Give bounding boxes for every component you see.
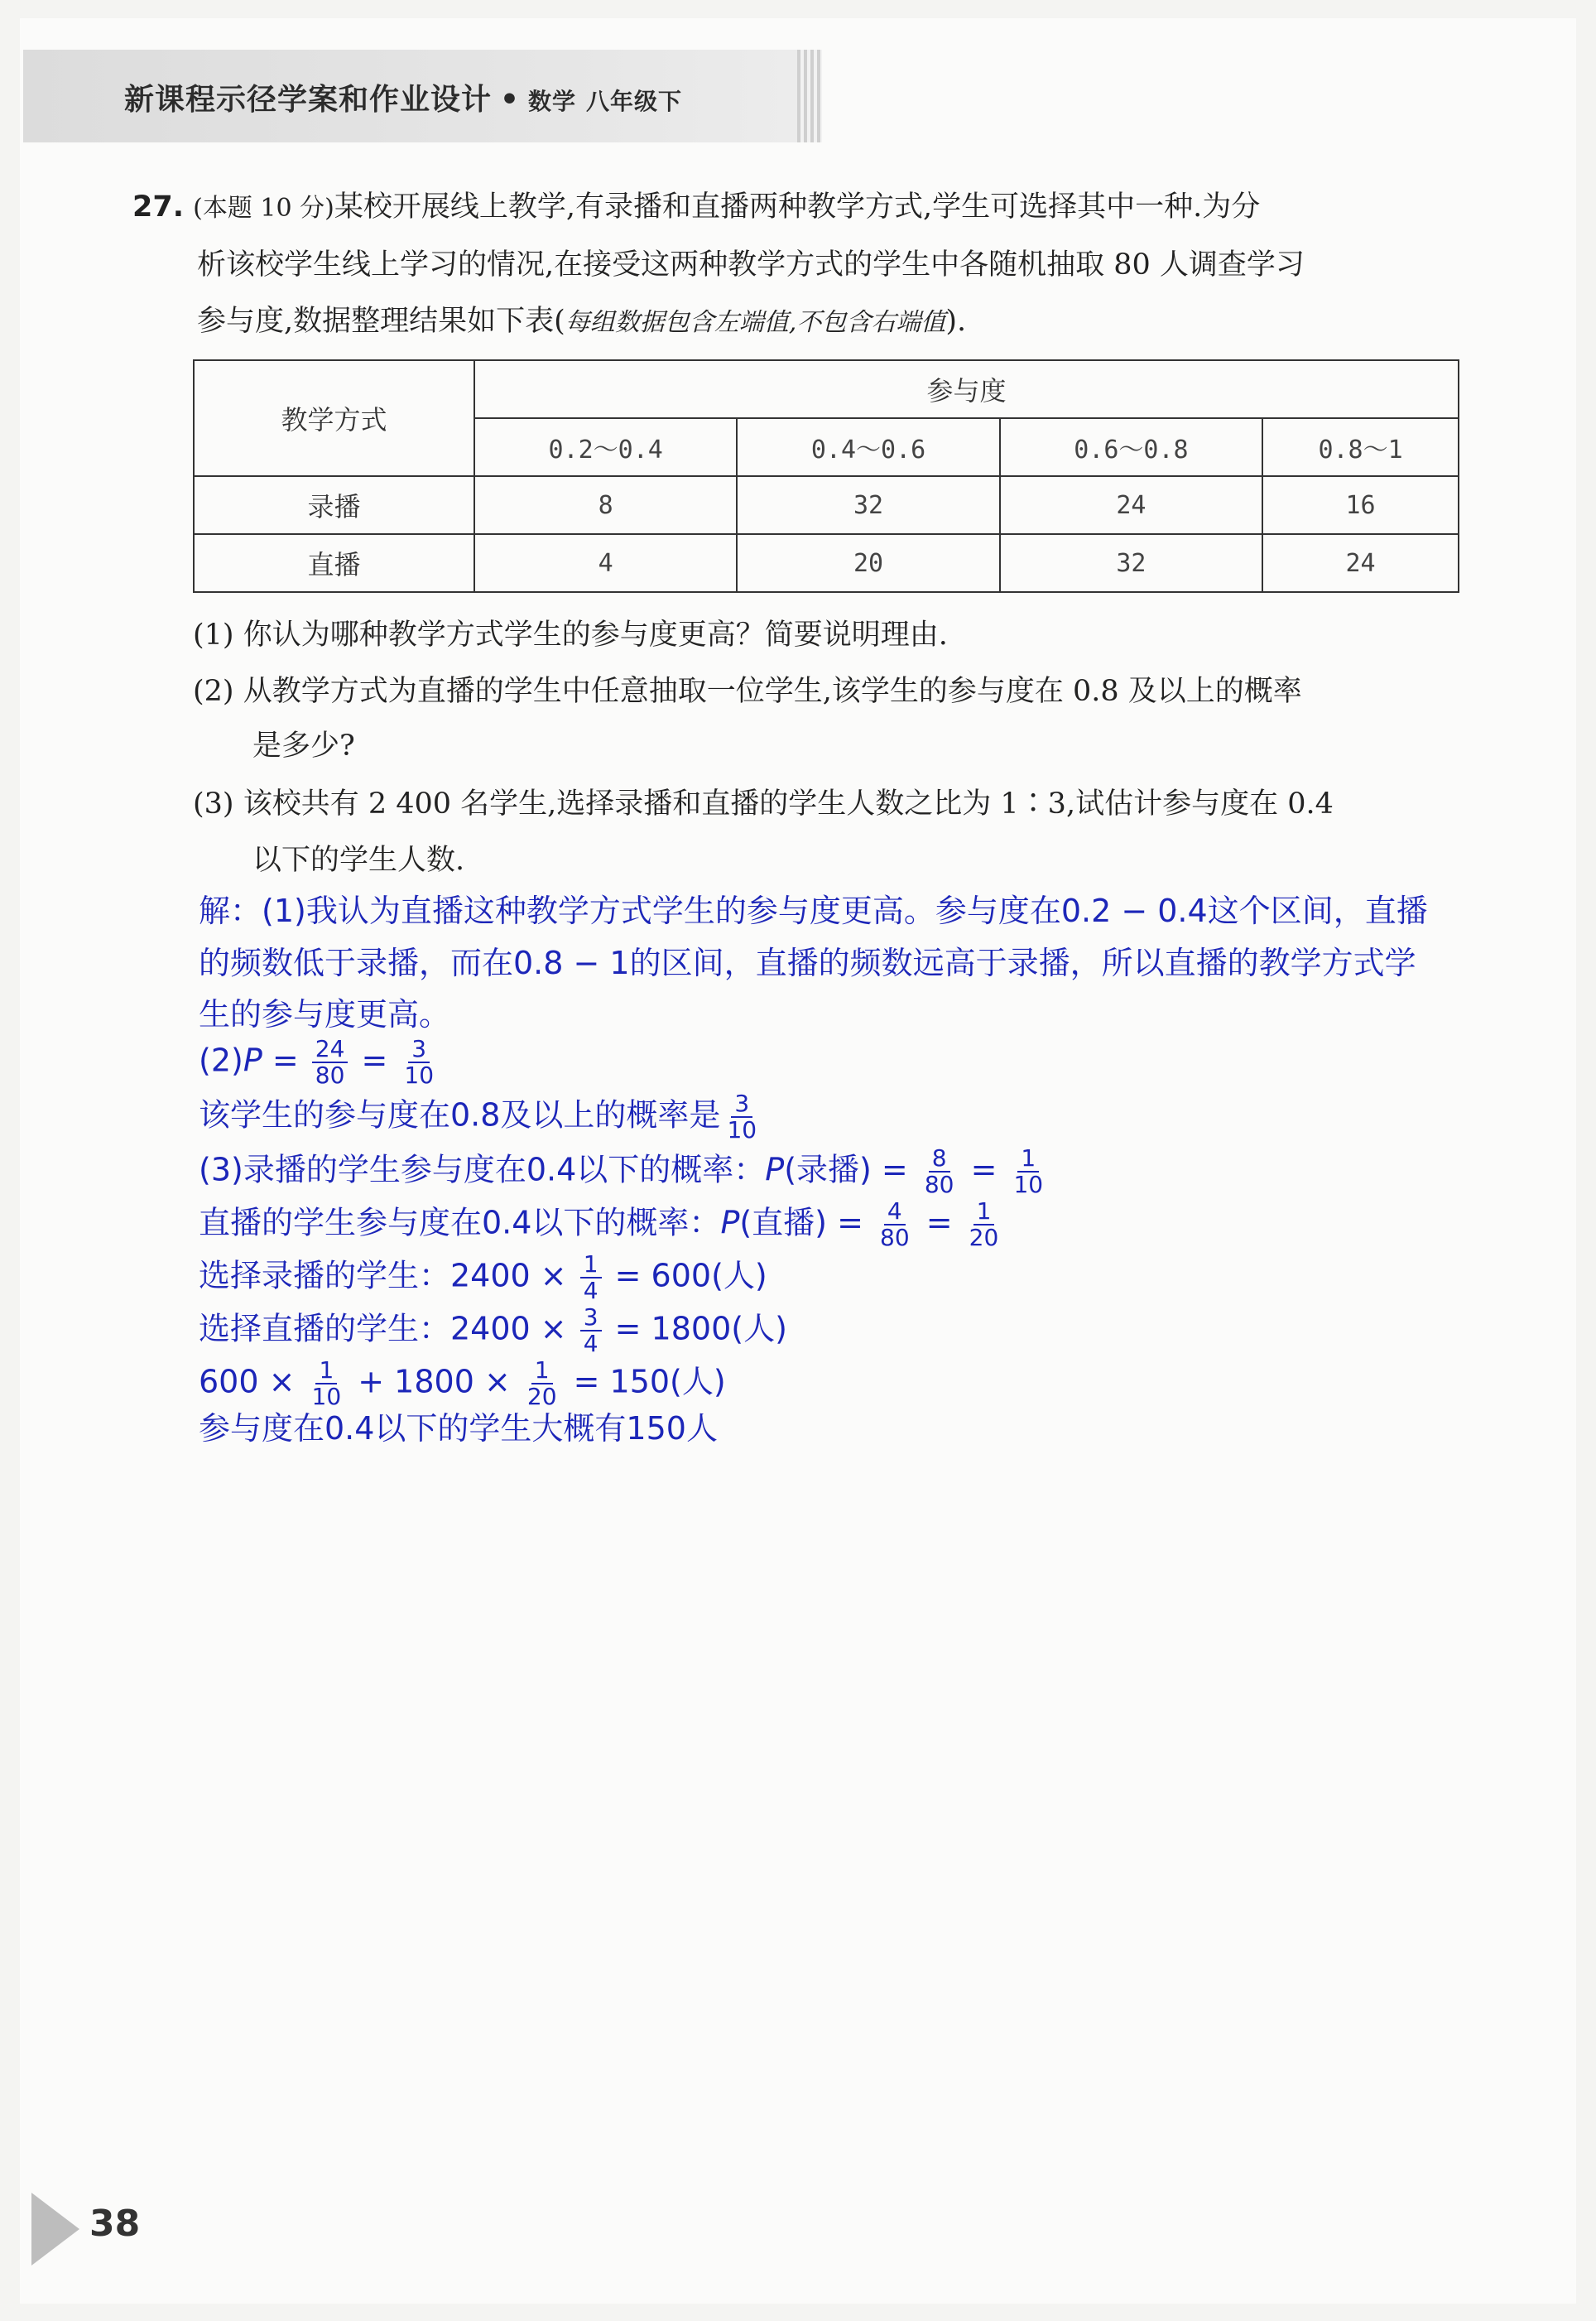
question-number: 27.	[132, 190, 185, 224]
table-cell: 24	[1262, 534, 1459, 592]
table-cell: 20	[737, 534, 999, 592]
data-table	[193, 359, 1459, 593]
table-cell: 4	[474, 534, 737, 592]
answer-text: =	[916, 1204, 963, 1241]
table-cell: 8	[474, 476, 737, 534]
table-row-label: 录播	[194, 476, 474, 534]
subject-label: 数学	[528, 88, 577, 115]
page-marker-icon	[31, 2193, 79, 2266]
answer-text: =	[262, 1042, 309, 1079]
answer-text: (录播) =	[784, 1151, 918, 1188]
title-dot: •	[500, 83, 521, 117]
answer-text: = 1800(人)	[604, 1310, 787, 1347]
answer-part-3-b	[199, 1199, 1005, 1250]
fraction: $\frac{1}{10}$	[1013, 1144, 1044, 1198]
table-range-header: 0.8～1	[1262, 418, 1459, 476]
answer-text: (直播) =	[739, 1204, 874, 1241]
answer-var: P	[720, 1204, 740, 1241]
answer-conclusion: 参与度在0.4以下的学生大概有150人	[199, 1410, 718, 1447]
answer-text: 选择录播的学生：2400 ×	[199, 1257, 577, 1294]
answer-part-3-e	[199, 1358, 726, 1409]
fraction: $\frac{1}{20}$	[969, 1197, 999, 1251]
grade-label: 八年级下	[586, 88, 683, 115]
fraction: $\frac{8}{80}$	[924, 1144, 954, 1198]
table-row	[194, 534, 1459, 592]
fraction: $\frac{1}{20}$	[526, 1356, 557, 1410]
answer-text: 直播的学生参与度在0.4以下的概率：	[199, 1204, 721, 1241]
table-cell: 24	[1000, 476, 1262, 534]
table-range-header: 0.4～0.6	[737, 418, 999, 476]
answer-part-2-formula	[199, 1037, 440, 1088]
sub-question-3b: 以下的学生人数.	[252, 844, 465, 877]
answer-part-3-a	[199, 1146, 1050, 1197]
answer-text: + 1800 ×	[348, 1363, 521, 1400]
table-row-label: 直播	[194, 534, 474, 592]
table-cell: 32	[737, 476, 999, 534]
sub-question-3a: (3) 该校共有 2 400 名学生,选择录播和直播的学生人数之比为 1∶3,试估计参与度在 0.4	[193, 787, 1334, 821]
fraction: $\frac{24}{80}$	[312, 1037, 349, 1088]
answer-var: P	[243, 1042, 262, 1079]
question-line-1	[132, 186, 1260, 229]
table-range-header: 0.6～0.8	[1000, 418, 1262, 476]
table-method-header: 教学方式	[194, 360, 474, 476]
answer-part-3-c	[199, 1252, 767, 1303]
fraction: $\frac{1}{4}$	[580, 1252, 602, 1303]
question-note: 每组数据包含左端值,不包含右端值	[565, 308, 946, 337]
answer-text: 选择直播的学生：2400 ×	[199, 1310, 577, 1347]
answer-text: 600 ×	[199, 1363, 305, 1400]
table-cell: 16	[1262, 476, 1459, 534]
answer-part-3-d	[199, 1305, 787, 1356]
question-line-2: 析该校学生线上学习的情况,在接受这两种教学方式的学生中各随机抽取 80 人调查学习	[197, 248, 1305, 282]
fraction: $\frac{3}{10}$	[404, 1035, 435, 1089]
sub-question-2a: (2) 从教学方式为直播的学生中任意抽取一位学生,该学生的参与度在 0.8 及以上的概率	[193, 675, 1302, 708]
answer-text: (2)	[199, 1042, 243, 1079]
answer-part-2-result	[199, 1091, 763, 1143]
question-text-3c: ).	[945, 305, 967, 338]
question-text-1: 某校开展线上教学,有录播和直播两种教学方式,学生可选择其中一种.为分	[334, 190, 1261, 224]
question-points: (本题 10 分)	[193, 194, 334, 223]
fraction: $\frac{1}{10}$	[311, 1356, 342, 1410]
page-number: 38	[89, 2203, 141, 2245]
answer-line-2: 的频数低于录播，而在0.8 − 1的区间，直播的频数远高于录播，所以直播的教学方式学	[199, 945, 1416, 981]
answer-var: P	[765, 1151, 785, 1188]
book-title-text: 新课程示径学案和作业设计	[124, 83, 493, 117]
sub-question-1: (1) 你认为哪种教学方式学生的参与度更高？简要说明理由.	[193, 619, 948, 652]
question-text-3a: 参与度,数据整理结果如下表(	[197, 305, 565, 338]
fraction: $\frac{4}{80}$	[880, 1197, 910, 1251]
answer-text: =	[960, 1151, 1007, 1188]
sub-question-2b: 是多少?	[252, 730, 355, 763]
table-range-header: 0.2～0.4	[474, 418, 737, 476]
fraction: $\frac{3}{4}$	[580, 1305, 602, 1356]
question-line-3	[197, 301, 966, 344]
table-group-header: 参与度	[474, 360, 1459, 418]
table-cell: 32	[1000, 534, 1262, 592]
table-row	[194, 476, 1459, 534]
answer-text: (3)录播的学生参与度在0.4以下的概率：	[199, 1151, 766, 1188]
answer-line-1: 解：(1)我认为直播这种教学方式学生的参与度更高。参与度在0.2 − 0.4这个区间，直播	[199, 893, 1428, 929]
header-stripes	[797, 50, 822, 142]
answer-text: =	[351, 1042, 398, 1079]
fraction: $\frac{3}{10}$	[727, 1090, 757, 1144]
book-title	[124, 76, 682, 118]
answer-text: = 150(人)	[563, 1363, 726, 1400]
answer-line-3: 生的参与度更高。	[199, 996, 451, 1033]
answer-text: 该学生的参与度在0.8及以上的概率是	[199, 1096, 721, 1134]
answer-text: = 600(人)	[604, 1257, 767, 1294]
